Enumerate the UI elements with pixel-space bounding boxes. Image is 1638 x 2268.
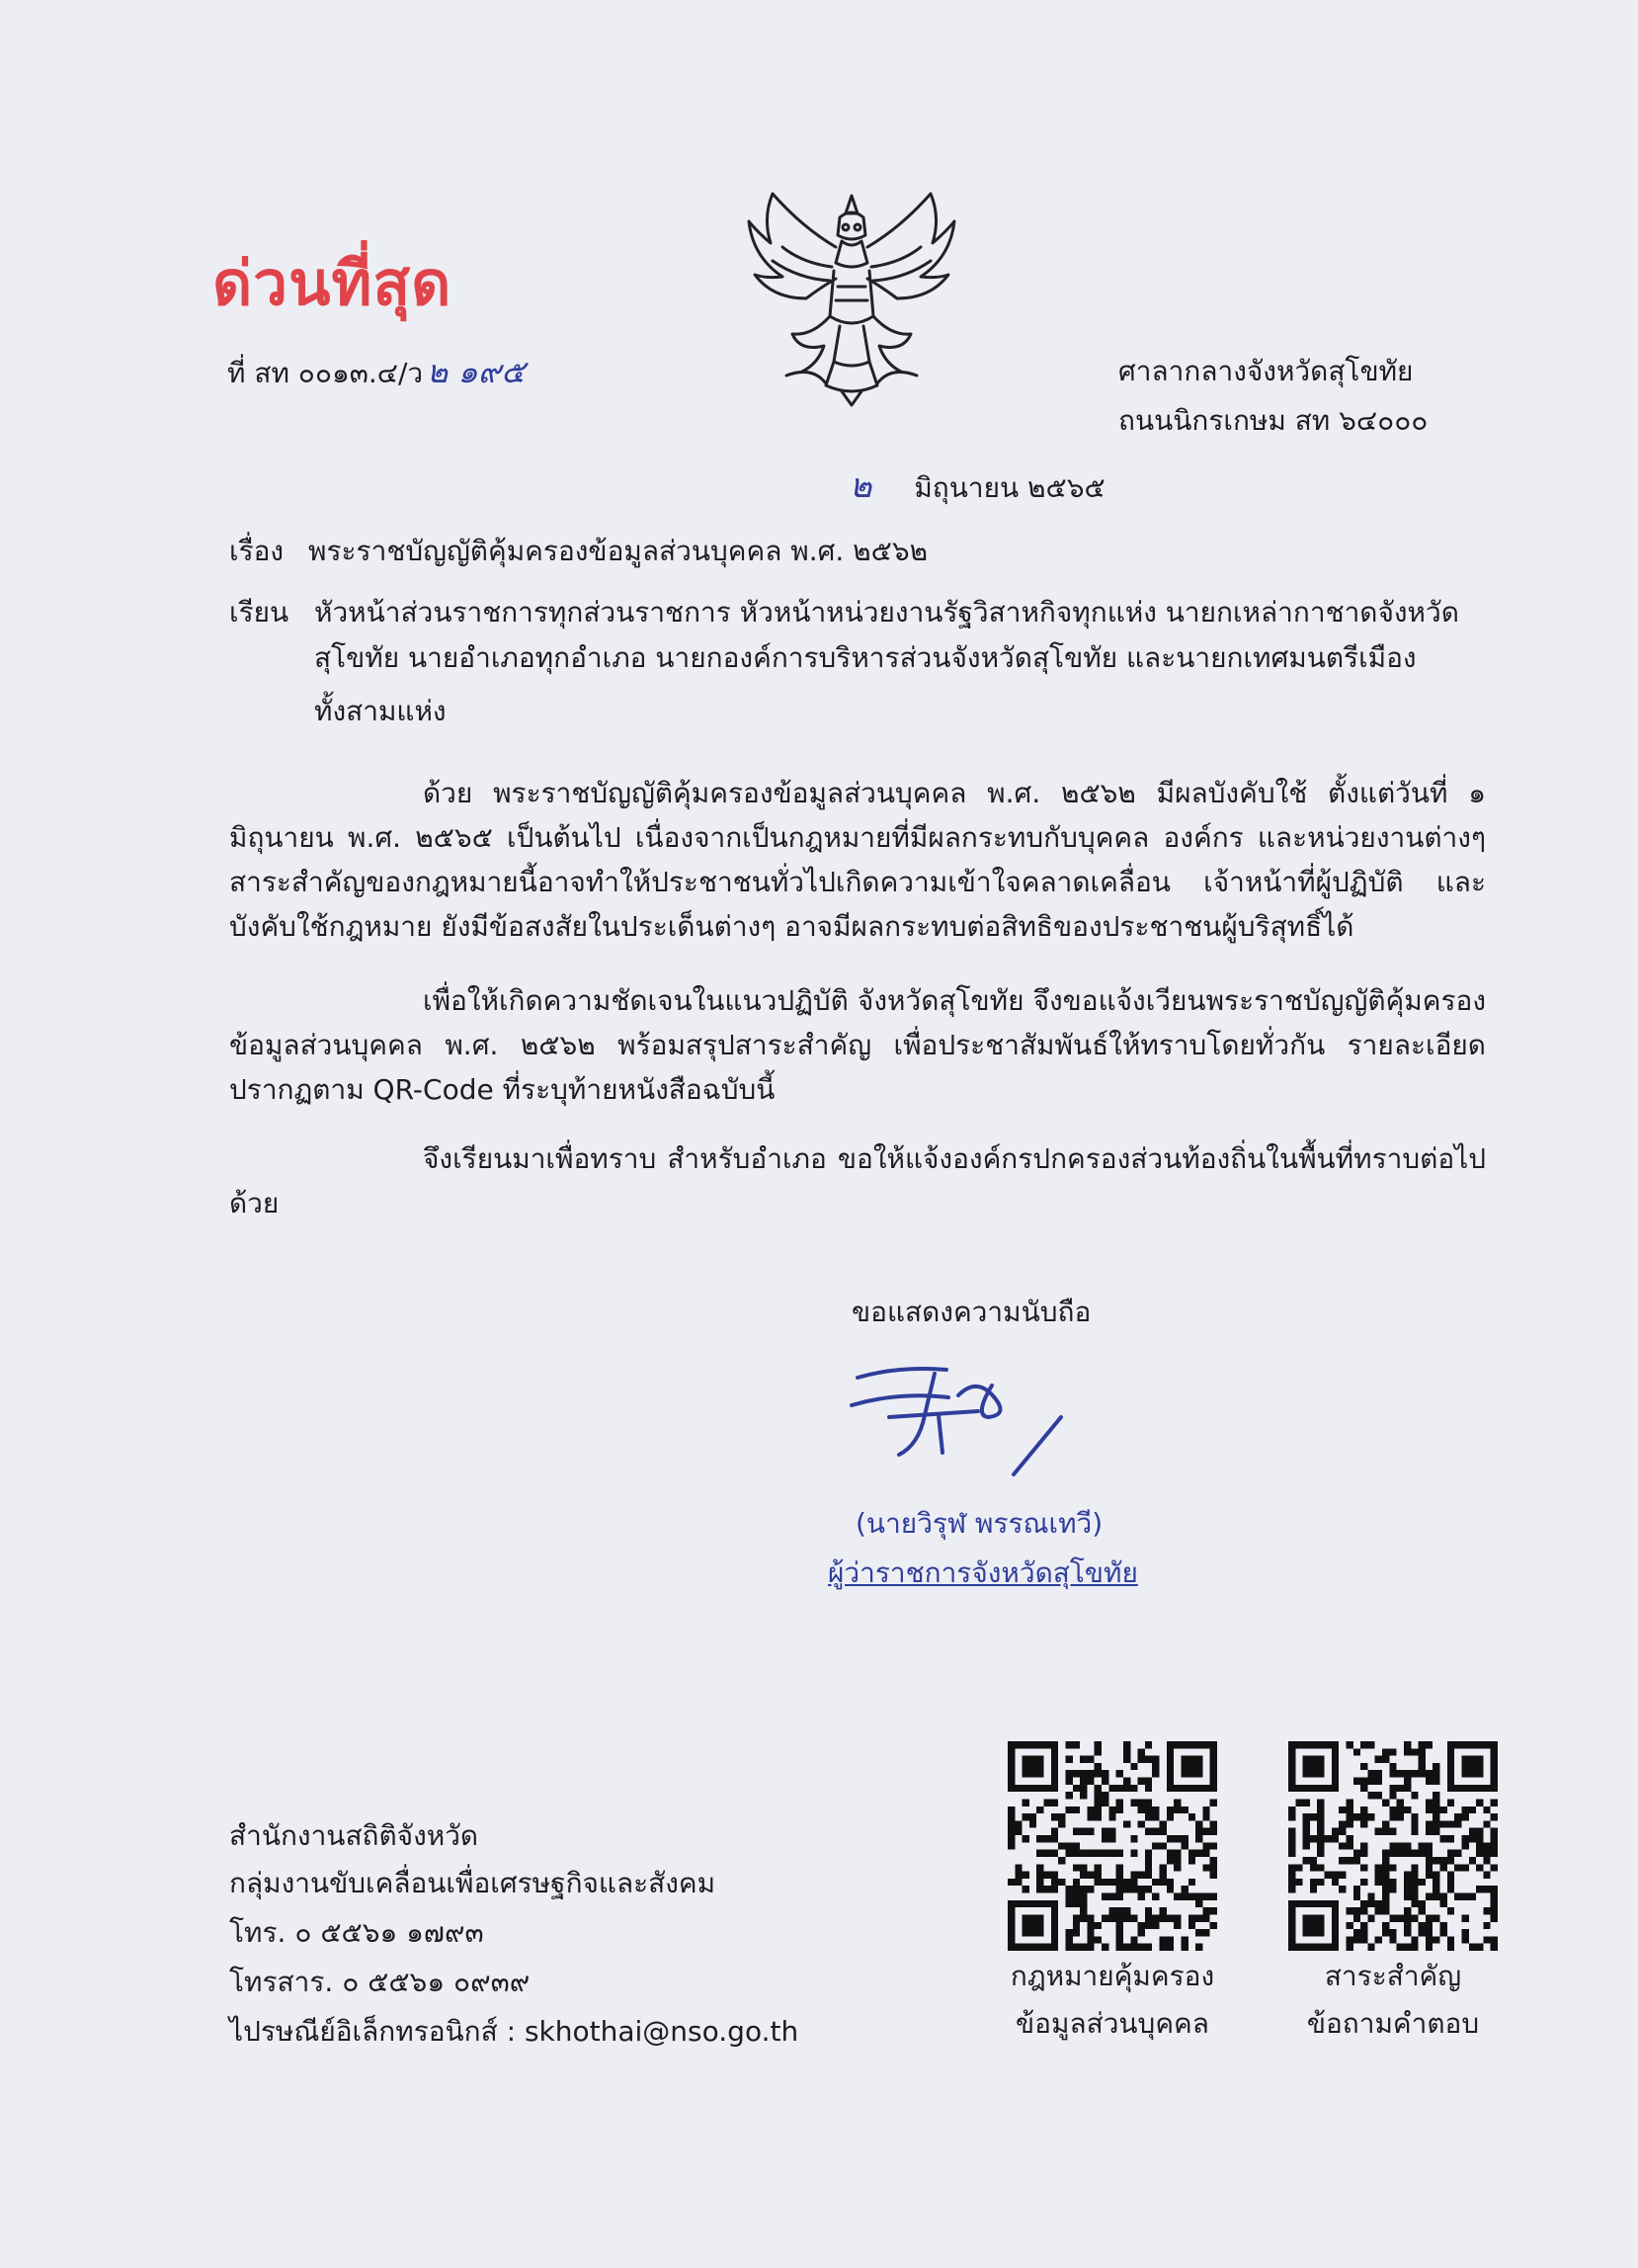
reference-prefix: ที่ สท ๐๐๑๓.๔/ว bbox=[227, 357, 424, 389]
subject-label: เรื่อง bbox=[229, 535, 285, 567]
contact-fax: โทรสาร. ๐ ๕๕๖๑ ๐๙๓๙ bbox=[229, 1966, 531, 1998]
subject-line bbox=[229, 530, 928, 573]
closing-salutation: ขอแสดงความนับถือ bbox=[852, 1296, 1092, 1328]
qr-code-pdpa-law[interactable] bbox=[1008, 1741, 1217, 1951]
date-month-year: มิถุนายน ๒๕๖๕ bbox=[914, 471, 1106, 504]
contact-tel: โทร. ๐ ๕๕๖๑ ๑๗๙๓ bbox=[229, 1916, 484, 1949]
garuda-emblem bbox=[743, 188, 960, 407]
qr-caption-1-line-2: ข้อมูลส่วนบุคคล bbox=[1016, 2007, 1209, 2040]
body-paragraph-3: จึงเรียนมาเพื่อทราบ สำหรับอำเภอ ขอให้แจ้งองค์กรปกครองส่วนท้องถิ่นในพื้นที่ทราบต่อไปด้วย bbox=[229, 1142, 1486, 1219]
signer-title: ผู้ว่าราชการจังหวัดสุโขทัย bbox=[828, 1556, 1138, 1589]
qr-caption-2-line-2: ข้อถามคำตอบ bbox=[1306, 2007, 1480, 2040]
date-day-handwritten: ๒ bbox=[850, 466, 872, 506]
office-name: ศาลากลางจังหวัดสุโขทัย bbox=[1118, 355, 1414, 387]
qr-caption-2-line-1: สาระสำคัญ bbox=[1324, 1960, 1462, 1992]
qr-caption-1 bbox=[984, 1953, 1241, 2048]
subject-text: พระราชบัญญัติคุ้มครองข้อมูลส่วนบุคคล พ.ศ. ๒๕๖๒ bbox=[308, 535, 929, 567]
contact-email: ไปรษณีย์อิเล็กทรอนิกส์ : skhothai@nso.go.th bbox=[229, 2015, 799, 2048]
letter-date bbox=[850, 464, 1106, 510]
qr-code-pdpa-summary[interactable] bbox=[1288, 1741, 1498, 1951]
signer-name: (นายวิรุฬ พรรณเทวี) bbox=[856, 1507, 1104, 1540]
reference-number bbox=[227, 350, 525, 395]
recipient-line-1: หัวหน้าส่วนราชการทุกส่วนราชการ หัวหน้าหน่วยงานรัฐวิสาหกิจทุกแห่ง นายกเหล่ากาชาดจังหวัด bbox=[314, 596, 1459, 629]
signature-image bbox=[840, 1356, 1077, 1494]
reference-handwritten-number: ๒ ๑๙๕ bbox=[427, 353, 526, 390]
contact-group: กลุ่มงานขับเคลื่อนเพื่อเศรษฐกิจและสังคม bbox=[229, 1867, 716, 1899]
qr-caption-2 bbox=[1265, 1953, 1521, 2048]
contact-office: สำนักงานสถิติจังหวัด bbox=[229, 1819, 479, 1852]
recipient-label: เรียน bbox=[229, 596, 289, 629]
body-paragraph-2: เพื่อให้เกิดความชัดเจนในแนวปฏิบัติ จังหวัดสุโขทัย จึงขอแจ้งเวียนพระราชบัญญัติคุ้มครองข้อมูลส่วนบุคคล พ.ศ. ๒๕๖๒ พร้อมสรุปสาระสำคัญ เพื่อประชาสัมพันธ์ให้ทราบโดยทั่วกัน รายละเอียดปรากฏตาม QR-Code ที่ระบุท้ายหนังสือฉบับนี้ bbox=[229, 984, 1486, 1106]
recipient-line-2: สุโขทัย นายอำเภอทุกอำเภอ นายกองค์การบริหารส่วนจังหวัดสุโขทัย และนายกเทศมนตรีเมือง bbox=[314, 641, 1417, 674]
urgency-stamp: ด่วนที่สุด bbox=[212, 247, 452, 319]
body-paragraph-1: ด้วย พระราชบัญญัติคุ้มครองข้อมูลส่วนบุคคล พ.ศ. ๒๕๖๒ มีผลบังคับใช้ ตั้งแต่วันที่ ๑ มิถุนายน พ.ศ. ๒๕๖๕ เป็นต้นไป เนื่องจากเป็นกฎหมายที่มีผลกระทบกับบุคคล องค์กร และหน่วยงานต่างๆ สาระสำคัญของกฎหมายนี้อาจทำให้ประชาชนทั่วไปเกิดความเข้าใจคลาดเคลื่อน เจ้าหน้าที่ผู้ปฏิบัติ และบังคับใช้กฎหมาย ยังมีข้อสงสัยในประเด็นต่างๆ อาจมีผลกระทบต่อสิทธิของประชาชนผู้บริสุทธิ์ได้ bbox=[229, 777, 1486, 943]
recipient-line-3: ทั้งสามแห่ง bbox=[314, 695, 447, 727]
office-address: ถนนนิกรเกษม สท ๖๔๐๐๐ bbox=[1118, 404, 1429, 437]
qr-caption-1-line-1: กฎหมายคุ้มครอง bbox=[1010, 1960, 1215, 1992]
